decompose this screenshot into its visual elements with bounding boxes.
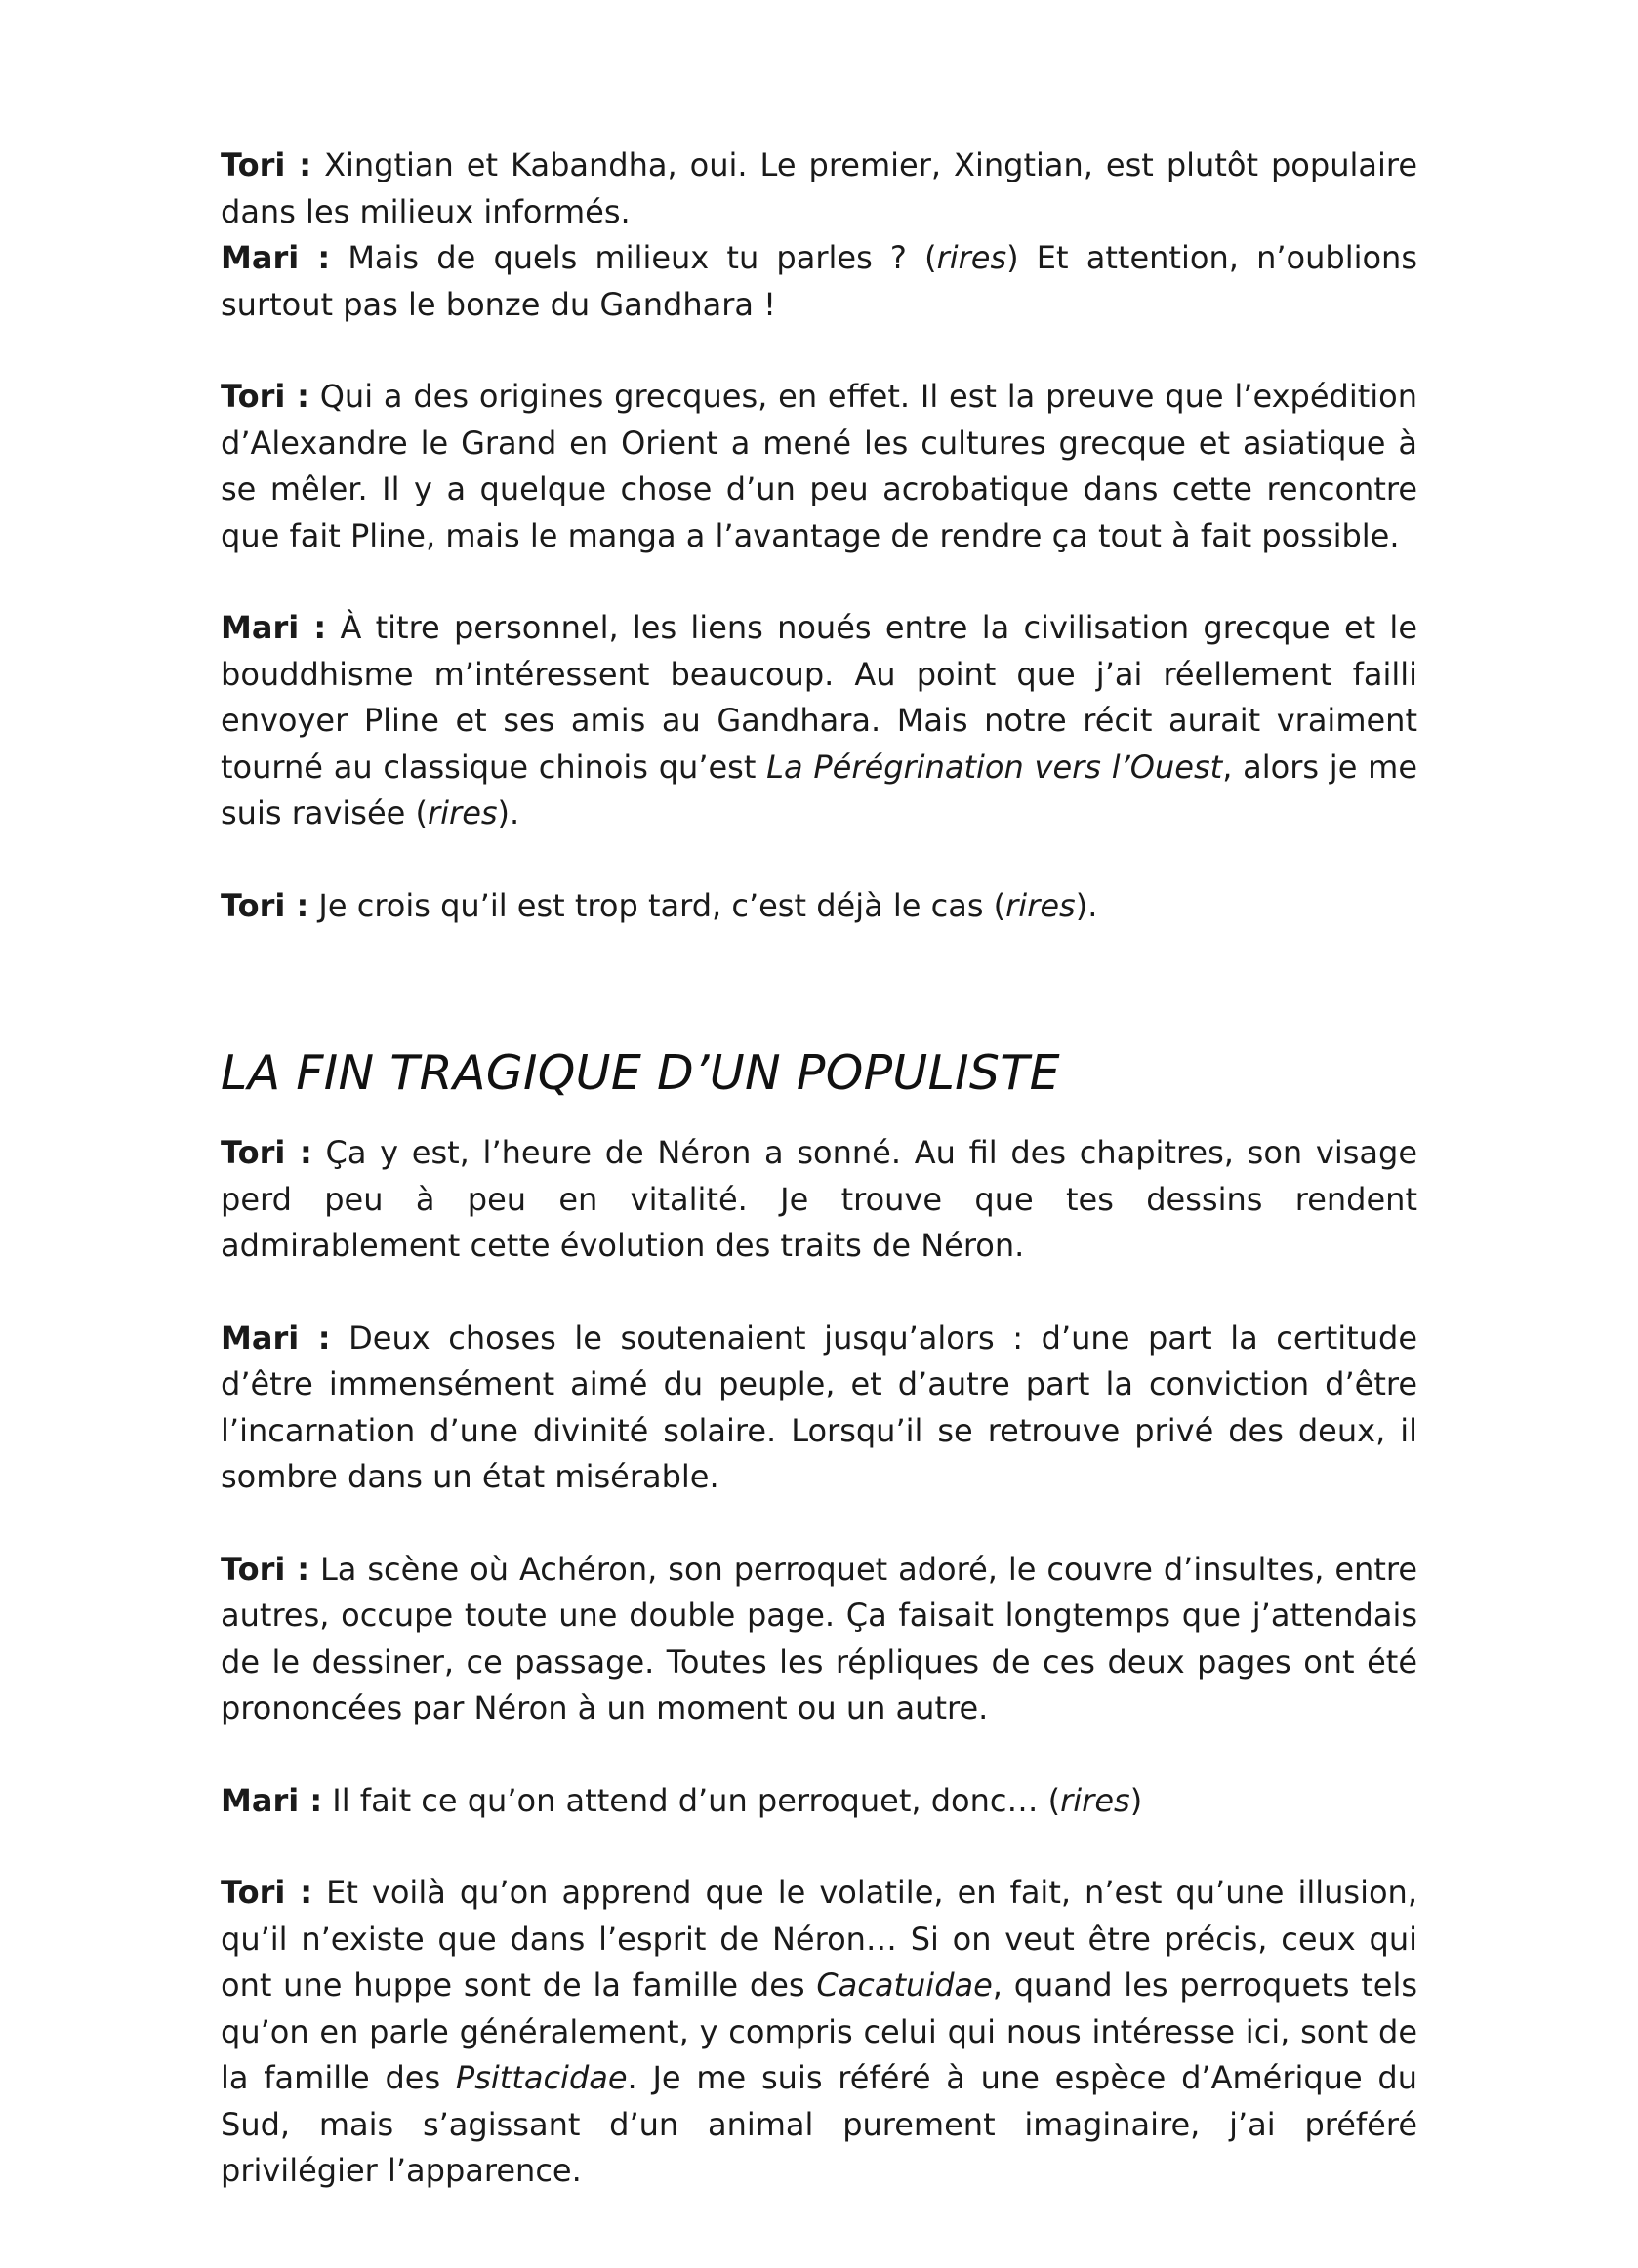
dialogue-text: Je crois qu’il est trop tard, c’est déjà le cas ( xyxy=(308,886,1006,924)
speaker-label: Tori : xyxy=(221,378,309,415)
italic-text: rires xyxy=(936,239,1007,276)
dialogue-text: . Je me suis référé à une espèce d’Amérique du Sud, mais s’agissant d’un animal purement imaginaire, j’ai préféré privilégier l’apparence. xyxy=(221,2059,1418,2189)
dialogue-text: ) Et attention, n’oublions surtout pas le bonze du Gandhara ! xyxy=(221,239,1418,323)
speaker-label: Tori : xyxy=(221,1874,313,1911)
dialogue-text: ). xyxy=(1075,886,1098,924)
dialogue-paragraph-3 xyxy=(221,374,1417,559)
dialogue-text: La scène où Achéron, son perroquet adoré, le couvre d’insultes, entre autres, occupe toute une double page. Ça faisait longtemps que j’attendais de le dessiner, ce passage. Toutes les répliques de ces deux pages ont été prononcées par Néron à un moment ou un autre. xyxy=(221,1550,1418,1726)
dialogue-text: Et voilà qu’on apprend que le volatile, en fait, n’est qu’une illusion, qu’il n’existe que dans l’esprit de Néron… Si on veut être précis, ceux qui ont une huppe sont de la famille des xyxy=(221,1874,1418,2004)
italic-text: Cacatuidae xyxy=(816,1966,993,2004)
dialogue-paragraph-1 xyxy=(221,142,1417,235)
dialogue-text: Ça y est, l’heure de Néron a sonné. Au fil des chapitres, son visage perd peu à peu en vitalité. Je trouve que tes dessins rendent admirablement cette évolution des traits de Néron. xyxy=(221,1134,1418,1264)
speaker-label: Tori : xyxy=(221,146,312,183)
italic-text: rires xyxy=(427,794,498,831)
document-page xyxy=(221,142,1417,2195)
dialogue-paragraph-5 xyxy=(221,883,1417,930)
dialogue-paragraph-7 xyxy=(221,1316,1417,1501)
italic-text: La Pérégrination vers l’Ouest xyxy=(766,748,1223,786)
dialogue-paragraph-2 xyxy=(221,235,1417,328)
speaker-label: Mari : xyxy=(221,609,327,646)
dialogue-text: À titre personnel, les liens noués entre la civilisation grecque et le bouddhisme m’intéressent beaucoup. Au point que j’ai réellement failli envoyer Pline et ses amis au Gandhara. Mais notre récit aurait vraiment tourné au classique chinois qu’est xyxy=(221,609,1418,786)
speaker-label: Tori : xyxy=(221,1134,312,1171)
dialogue-text: ). xyxy=(497,794,520,831)
dialogue-text: Qui a des origines grecques, en effet. Il est la preuve que l’expédition d’Alexandre le Grand en Orient a mené les cultures grecque et asiatique à se mêler. Il y a quelque chose d’un peu acrobatique dans cette rencontre que fait Pline, mais le manga a l’avantage de rendre ça tout à fait possible. xyxy=(221,378,1418,554)
dialogue-paragraph-8 xyxy=(221,1547,1417,1732)
speaker-label: Tori : xyxy=(221,886,309,924)
italic-text: rires xyxy=(1005,886,1076,924)
italic-text: rires xyxy=(1060,1781,1130,1819)
dialogue-text: Deux choses le soutenaient jusqu’alors : d’une part la certitude d’être immensément aimé du peuple, et d’autre part la conviction d’être l’incarnation d’une divinité solaire. Lorsqu’il se retrouve privé des deux, il sombre dans un état misérable. xyxy=(221,1318,1418,1495)
speaker-label: Mari : xyxy=(221,1781,323,1819)
dialogue-text: , alors je me suis ravisée ( xyxy=(221,748,1418,831)
dialogue-text: Xingtian et Kabandha, oui. Le premier, Xingtian, est plutôt populaire dans les milieux informés. xyxy=(221,146,1418,230)
dialogue-text: Il fait ce qu’on attend d’un perroquet, donc… ( xyxy=(322,1781,1061,1819)
dialogue-paragraph-9 xyxy=(221,1778,1417,1825)
speaker-label: Mari : xyxy=(221,1318,331,1357)
dialogue-paragraph-4 xyxy=(221,605,1417,837)
speaker-label: Mari : xyxy=(221,239,331,276)
dialogue-text: , quand les perroquets tels qu’on en parle généralement, y compris celui qui nous intéresse ici, sont de la famille des xyxy=(221,1966,1417,2096)
italic-text: Psittacidae xyxy=(455,2059,628,2096)
dialogue-paragraph-6 xyxy=(221,1130,1417,1270)
dialogue-paragraph-10 xyxy=(221,1870,1417,2195)
dialogue-text: Mais de quels milieux tu parles ? ( xyxy=(330,239,937,276)
dialogue-text: ) xyxy=(1129,1781,1143,1819)
speaker-label: Tori : xyxy=(221,1550,310,1588)
section-heading: LA FIN TRAGIQUE D’UN POPULISTE xyxy=(221,1045,1060,1101)
